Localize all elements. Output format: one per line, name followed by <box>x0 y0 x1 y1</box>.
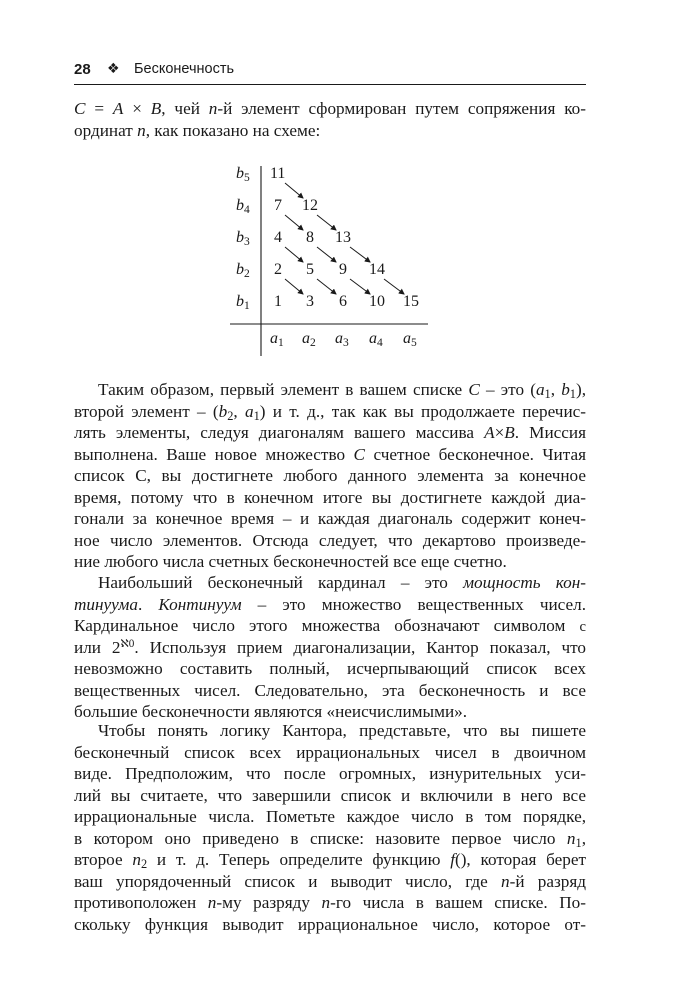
text-line: выполнена. Ваше новое множество C счетное бесконечное. Читая <box>74 444 586 464</box>
row-label: $b_5$ <box>236 165 250 184</box>
text-line: ординат n, как показано на схеме: <box>74 120 321 140</box>
grid-cell-number: 14 <box>369 261 385 278</box>
diagonal-arrow <box>285 215 303 230</box>
row-label: $b_4$ <box>236 197 250 216</box>
diagonal-arrow <box>317 247 336 262</box>
grid-cell-number: 7 <box>274 197 282 214</box>
text-line: Наибольший бесконечный кардинал – это мощность кон- <box>98 573 587 592</box>
paragraph-4 <box>74 720 586 935</box>
grid-cell-number: 2 <box>274 261 282 278</box>
text-line: ное число элементов. Отсюда следует, что декартово произведе- <box>74 530 586 550</box>
text-line: ние любого числа счетных бесконечностей все еще счетно. <box>74 552 507 571</box>
text-line: Таким образом, первый элемент в вашем списке C – это ($a_1$, $b_1$), <box>98 380 586 402</box>
diagonal-arrow <box>285 247 303 262</box>
text-line: второе $n_2$ и т. д. Теперь определите функцию f(), которая берет <box>74 850 586 872</box>
diagonal-arrow <box>285 279 303 294</box>
text-line: скольку функция выводит иррациональное число, которое от- <box>74 914 586 934</box>
diagonal-arrow <box>350 279 370 294</box>
grid-cell-number: 1 <box>274 293 282 310</box>
text-line: Кардинальное число этого множества обозначают символом c <box>74 616 586 635</box>
grid-cell-number: 15 <box>403 293 419 310</box>
text-line: гонали за конечное время – и каждая диагональ содержит конеч- <box>74 509 586 528</box>
text-line: противоположен n-му разряду n-го числа в вашем списке. По- <box>74 893 586 912</box>
text-line: C = A × B, чей n-й элемент сформирован путем сопряжения ко- <box>74 99 587 118</box>
grid-cell-number: 9 <box>339 261 347 278</box>
text-line: или $2^{ℵ0}$. Используя прием диагонализации, Кантор показал, что <box>74 637 587 657</box>
paragraph-3 <box>74 572 586 723</box>
row-label: $b_2$ <box>236 261 250 280</box>
column-label: $a_1$ <box>270 330 284 349</box>
row-label: $b_1$ <box>236 293 250 312</box>
running-head-title: Бесконечность <box>134 61 235 77</box>
text-line: иррациональные числа. Пометьте каждое число в том порядке, <box>74 807 586 826</box>
diagonal-arrow <box>384 279 404 294</box>
text-line: Чтобы понять логику Кантора, представьте, что вы пишете <box>98 721 586 740</box>
grid-cell-number: 10 <box>369 293 385 310</box>
text-line: список C, вы достигнете любого данного элемента за конечное <box>74 466 586 485</box>
grid-cell-number: 3 <box>306 293 314 310</box>
grid-cell-number: 4 <box>274 229 282 246</box>
grid-cell-number: 5 <box>306 261 314 278</box>
grid-cell-number: 6 <box>339 293 347 310</box>
text-line: вещественных чисел. Следовательно, эта бесконечность и все <box>74 680 586 700</box>
diagram-lines <box>230 162 430 360</box>
text-line: лять элементы, следуя диагоналям вашего массива A×B. Миссия <box>74 423 587 442</box>
text-line: виде. Предположим, что после огромных, изнурительных уси- <box>74 764 586 783</box>
grid-cell-number: 8 <box>306 229 314 246</box>
text-line: ваш упорядоченный список и выводит число, где n-й разряд <box>74 871 586 891</box>
grid-cell-number: 11 <box>270 165 286 182</box>
grid-cell-number: 12 <box>302 197 318 214</box>
text-line: большие бесконечности являются «неисчислимыми». <box>74 702 468 721</box>
ornament-icon: ❖ <box>107 60 120 76</box>
text-line: невозможно составить полный, исчерпывающий список всех <box>74 659 586 678</box>
column-label: $a_2$ <box>302 330 316 349</box>
column-label: $a_4$ <box>369 330 383 349</box>
row-label: $b_3$ <box>236 229 250 248</box>
column-label: $a_3$ <box>335 330 349 349</box>
text-line: второй элемент – ($b_2$, $a_1$) и т. д., так как вы продолжаете перечис- <box>74 401 587 423</box>
paragraph-2 <box>74 379 586 573</box>
diagonal-arrow <box>285 183 303 198</box>
text-line: лий вы считаете, что завершили список и включили в него все <box>74 785 586 805</box>
paragraph-intro <box>74 98 586 141</box>
text-line: время, потому что в конечном итоге вы достигнете каждой диа- <box>74 487 586 507</box>
pairing-diagram <box>230 162 430 360</box>
diagonal-arrow <box>317 279 336 294</box>
page-number: 28 <box>74 61 91 78</box>
column-label: $a_5$ <box>403 330 417 349</box>
text-line: тинуума. Континуум – это множество вещественных чисел. <box>74 594 587 614</box>
text-line: в котором оно приведено в списке: назовите первое число $n_1$, <box>74 828 586 850</box>
diagonal-arrow <box>317 215 336 230</box>
text-line: бесконечный список всех иррациональных чисел в двоичном <box>74 742 586 762</box>
grid-cell-number: 13 <box>335 229 351 246</box>
diagonal-arrow <box>350 247 370 262</box>
running-header <box>74 58 586 85</box>
